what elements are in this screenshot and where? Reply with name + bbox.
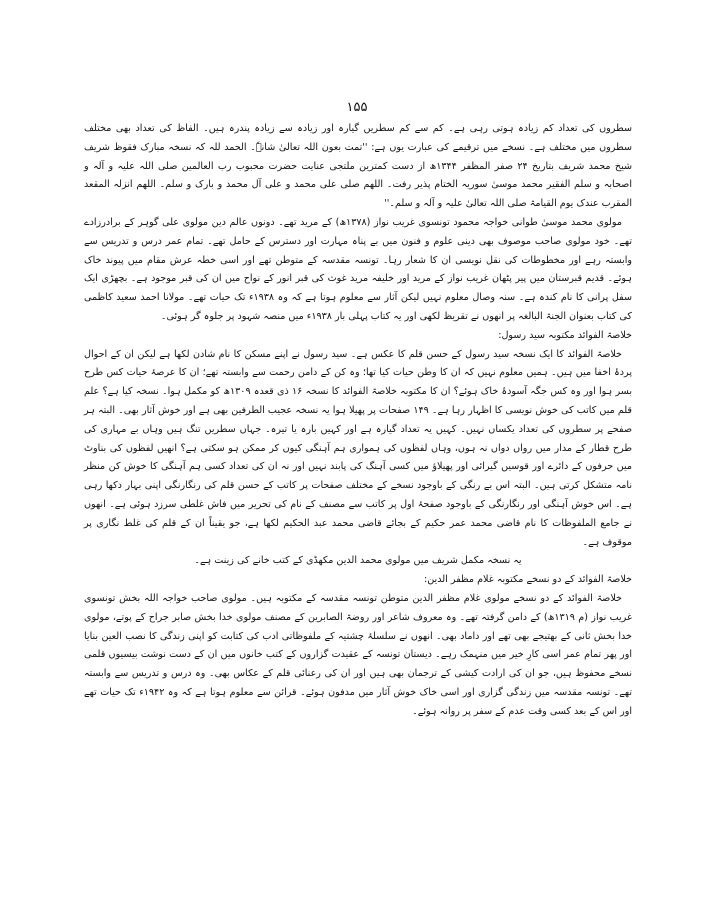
paragraph-sayyid-rasul-manuscript: خلاصۃ الفوائد کا ایک نسخہ سید رسول کے حسن قلم کا عکس ہے۔ سید رسول نے اپنے مسکن کا نام شادن لکھا ہے لیکن ان کے احوال پردۂ اخفا میں ہیں۔ ہمیں معلوم نہیں کہ ان کا وطن حیات کیا تھا؛ وہ کن کے دامن رحمت سے وابستہ تھے؛ ان کا عرصۂ حیات کس طرح بسر ہوا اور وہ کس جگہ آسودۂ خاک ہوئے؟ ان کا مکتوبہ خلاصۃ الفوائد کا نسخہ ۱۶ ذی قعدہ ۱۳۰۹ھ کو مکمل ہوا۔ نسخہ کیا ہے؟ علم قلم میں کاتب کی خوش نویسی کا اظہار رہا ہے۔ ۱۴۹ صفحات پر پھیلا ہوا یہ نسخہ عجیب الطرفین بھی ہے اور خوش آثار بھی۔ البتہ ہر صفحے پر سطروں کی تعداد یکساں نہیں۔ کہیں یہ تعداد گیارہ ہے اور کہیں بارہ یا تیرہ۔ جہاں سطریں تنگ ہیں وہاں بے مہاری کی طرح قطار کے مدار میں رواں دواں نہ ہوں، وہاں لفظوں کی ہمواری ہم آہنگی کیوں کر ممکن ہو سکتی ہے؟ انھیں لفظوں کی بناوٹ میں حرفوں کے دائرے اور قوسیں گیرائی اور پھیلاؤ میں کسی آہنگ کی پابند نہیں اور نہ ان کی تعداد کسی ہم آہنگی کا خوش کن منظر نامہ متشکل کرتی ہیں۔ البتہ اس بے رنگی کے باوجود نسخے کے مختلف صفحات پر کاتب کے حسن قلم کی رنگارنگی اپنی بہار دکھا رہی ہے۔ اس خوش آہنگی اور رنگارنگی کے باوجود صفحۂ اول پر کاتب سے مصنف کے نام کی تحریر میں فاش غلطی سرزد ہوئی ہے۔ انھوں نے جامع الملفوظات کا نام قاضی محمد عمر حکیم کے بجائے قاضی محمد عبد الحکیم لکھا ہے، جو یقیناً ان کے قلم کی غلط نگاری پر موقوف ہے۔ — [84, 348, 632, 548]
body-text — [84, 120, 632, 722]
manuscript-location-note: یہ نسخہ مکمل شریف میں مولوی محمد الدین مکھڈی کے کتب خانے کی زینت ہے۔ — [194, 555, 522, 567]
paragraph-ghulam-muzaffar-manuscripts: خلاصۃ الفوائد کے دو نسخے مولوی غلام مظفر الدین متوطن تونسہ مقدسہ کے مکتوبہ ہیں۔ مولوی صاحب خواجہ اللہ بخش تونسوی غریب نواز (م ۱۳۱۹ھ) کے دامن گرفتہ تھے۔ وہ معروف شاعر اور روضۃ الصابرین کے مصنف مولوی خدا بخش صابر جراح کے پوتے، مولوی خدا بخش ثانی کے بھتیجے بھی تھے اور داماد بھی۔ انھوں نے سلسلۂ چشتیہ کے ملفوظاتی ادب کی کتابت کو اپنی زندگی کا نصب العین بنایا اور پھر تمام عمر اسی کارِ خیر میں منہمک رہے۔ دیستان تونسہ کے عقیدت گزاروں کے کتب خانوں میں ان کے دست نوشت بیسیوں قلمی نسخے محفوظ ہیں، جو ان کی ارادت کیشی کے ترجمان بھی ہیں اور ان کی رعنائی قلم کے عکاس بھی۔ وہ درس و تدریس سے وابستہ تھے۔ تونسہ مقدسہ میں زندگی گزاری اور اسی خاک خوش آثار میں مدفون ہوئے۔ قرائن سے معلوم ہوتا ہے کہ وہ ۱۹۴۲ء تک حیات تھے اور اس کے بعد کسی وقت عدم کے سفر پر روانہ ہوئے۔ — [84, 592, 632, 717]
paragraph-colophon: سطروں کی تعداد کم زیادہ ہوتی رہی ہے۔ کم سے کم سطریں گیارہ اور زیادہ سے زیادہ پندرہ ہیں۔ الفاظ کی تعداد بھی مختلف سطروں میں مختلف ہے۔ نسخے میں ترقیمے کی عبارت یوں ہے: ''تمت بعون اللہ تعالیٰ شانہٗ۔ الحمد للہ کہ نسخہ مبارک فقوظ شریف شیخ محمد شریف بتاریخ ۲۴ صفر المظفر ۱۳۴۴ھ از دست کمترین ملتجی عنایت حضرت محبوب رب العالمین صلی اللہ علیہ و آلہ و اصحابہ و سلم الفقیر محمد موسیٰ سوریہ الختام پذیر رفت۔ اللھم صلی علی محمد و علی آل محمد و بارک و سلم۔ اللھم انزلہ المقعد المقرب عندک یوم القیامۃ صلی اللہ تعالیٰ علیہ و آلہ و سلم۔'' — [84, 123, 633, 210]
page-number: ۱۵۵ — [346, 100, 368, 115]
section-heading-sayyid-rasul: خلاصۃ الفوائد مکتوبہ سید رسول: — [498, 329, 632, 341]
paragraph-musa-biography: مولوی محمد موسیٰ طوانی خواجہ محمود تونسوی غریب نواز (۱۳۷۸ھ) کے مرید تھے۔ دونوں عالم دین مولوی علی گوہر کے برادرزادے تھے۔ خود مولوی صاحب موصوف بھی دینی علوم و فنون میں بے پناہ مہارت اور دسترس کے حامل تھے۔ تمام عمر درس و تدریس سے وابستہ رہے اور مخطوطات کی نقل نویسی ان کا شعار رہا۔ تونسہ مقدسہ کے متوطن تھے اور اسی خطہ عرش مقام میں پیوند خاک ہوئے۔ قدیم قبرستان میں پیر پٹھان غریب نواز کے مرید اور خلیفہ مرید غوث کی قبر انور کے نواح میں ان کی قبر موجود ہے۔ بچھڑی ایک سفل پرانی کا نام کندہ ہے۔ سنہ وصال معلوم نہیں لیکن آثار سے معلوم ہوتا ہے کہ وہ ۱۹۳۸ء تک حیات تھے۔ مولانا احمد سعید کاظمی کی کتاب بعنوان الجنۃ البالغہ پر انھوں نے تقریظ لکھی اور یہ کتاب پہلی بار ۱۹۳۸ء میں منصہ شہود پر جلوہ گر ہوئی۔ — [84, 216, 632, 322]
section-heading-ghulam-muzaffar: خلاصۃ الفوائد کے دو نسخے مکتوبہ غلام مظفر الدین: — [424, 574, 632, 586]
